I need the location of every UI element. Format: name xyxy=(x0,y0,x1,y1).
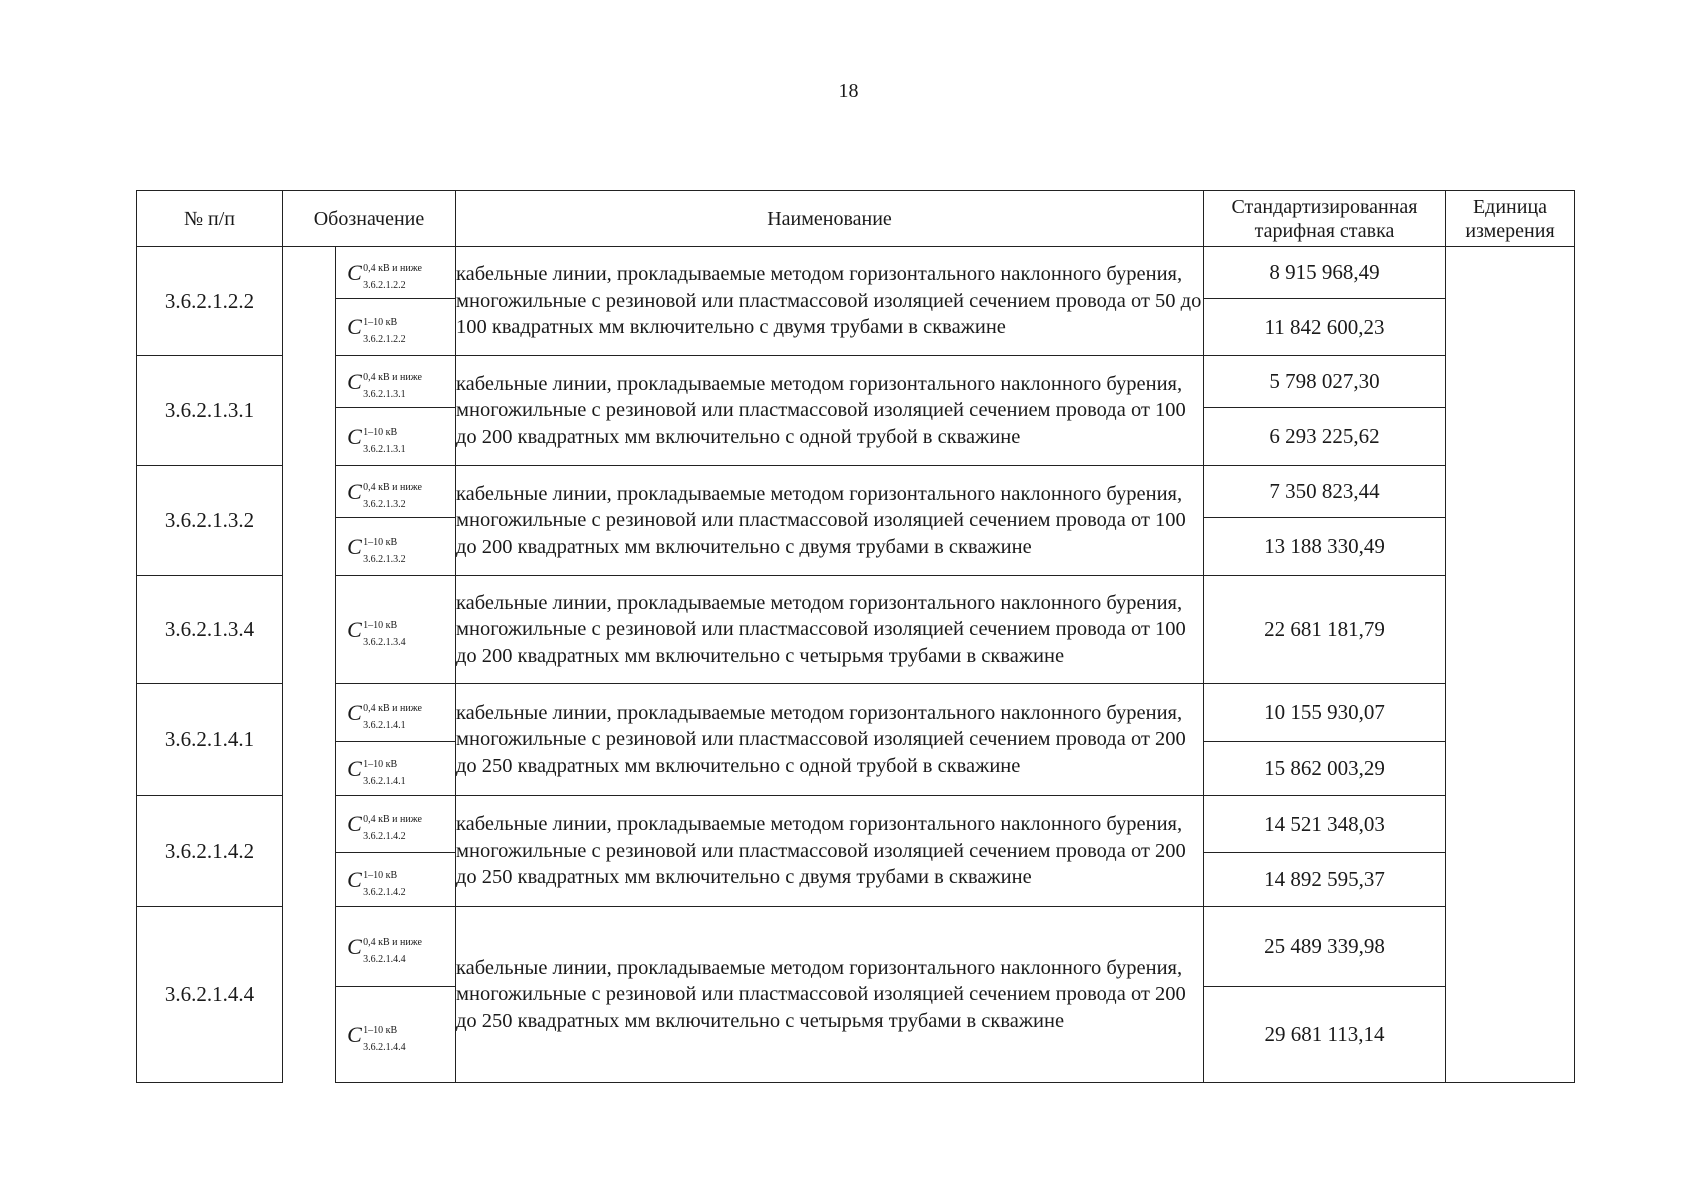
tariff-rate: 29 681 113,14 xyxy=(1204,987,1446,1083)
tariff-symbol xyxy=(336,987,456,1083)
row-description: кабельные линии, прокладываемые методом горизонтального наклонного бурения, многожильные с резиновой или пластмассовой изоляцией сечением провода от 50 до 100 квадратных мм включительно с двумя трубами в скважине xyxy=(456,247,1204,356)
code-subscript: 3.6.2.1.3.4 xyxy=(363,636,406,648)
code-subscript: 3.6.2.1.2.2 xyxy=(363,334,406,345)
voltage-superscript: 0,4 кВ и ниже xyxy=(363,936,422,948)
table-row xyxy=(137,684,1575,742)
tariff-symbol xyxy=(336,796,456,853)
tariff-symbol-letter: C xyxy=(347,866,362,892)
table-body xyxy=(137,247,1575,1083)
tariff-symbol xyxy=(336,853,456,907)
voltage-superscript: 1–10 кВ xyxy=(363,317,398,328)
tariff-symbol-formula xyxy=(347,259,444,291)
tariff-symbol-letter: C xyxy=(347,259,362,285)
tariff-rate: 15 862 003,29 xyxy=(1204,742,1446,796)
code-subscript: 3.6.2.1.4.1 xyxy=(363,719,406,731)
tariff-symbol xyxy=(336,907,456,987)
code-subscript: 3.6.2.1.3.2 xyxy=(363,553,406,565)
voltage-superscript: 1–10 кВ xyxy=(363,758,398,770)
tariff-rate: 10 155 930,07 xyxy=(1204,684,1446,742)
tariff-rate: 22 681 181,79 xyxy=(1204,576,1446,684)
tariff-rate: 14 892 595,37 xyxy=(1204,853,1446,907)
tariff-table xyxy=(136,190,1575,1083)
voltage-superscript: 0,4 кВ и ниже xyxy=(363,702,422,714)
tariff-rate: 11 842 600,23 xyxy=(1204,299,1446,356)
tariff-symbol xyxy=(336,299,456,356)
table-row xyxy=(137,796,1575,853)
tariff-symbol-formula xyxy=(347,478,444,510)
tariff-symbol xyxy=(336,576,456,684)
table-row xyxy=(137,247,1575,299)
tariff-symbol-formula xyxy=(347,314,444,345)
symbol-indent-column xyxy=(283,247,336,1083)
tariff-symbol-letter: C xyxy=(347,478,362,504)
tariff-rate: 6 293 225,62 xyxy=(1204,408,1446,466)
tariff-symbol-formula xyxy=(347,616,444,648)
tariff-symbol-letter: C xyxy=(347,1021,362,1047)
tariff-symbol-formula xyxy=(347,755,444,787)
tariff-symbol xyxy=(336,684,456,742)
voltage-superscript: 1–10 кВ xyxy=(363,426,398,438)
voltage-superscript: 0,4 кВ и ниже xyxy=(363,262,422,274)
tariff-symbol xyxy=(336,408,456,466)
header-unit: Единица измерения xyxy=(1446,191,1575,247)
tariff-symbol xyxy=(336,518,456,576)
row-number: 3.6.2.1.3.4 xyxy=(137,576,283,684)
code-subscript: 3.6.2.1.4.1 xyxy=(363,775,406,787)
tariff-symbol-formula xyxy=(347,699,444,731)
tariff-symbol-formula xyxy=(347,423,444,455)
voltage-superscript: 1–10 кВ xyxy=(363,869,398,881)
voltage-superscript: 1–10 кВ xyxy=(363,619,398,631)
tariff-symbol-letter: C xyxy=(347,368,362,394)
table-row xyxy=(137,907,1575,987)
code-subscript: 3.6.2.1.4.4 xyxy=(363,953,406,965)
row-number: 3.6.2.1.3.2 xyxy=(137,466,283,576)
code-subscript: 3.6.2.1.2.2 xyxy=(363,279,406,291)
tariff-rate: 13 188 330,49 xyxy=(1204,518,1446,576)
voltage-superscript: 0,4 кВ и ниже xyxy=(363,814,422,825)
row-description: кабельные линии, прокладываемые методом горизонтального наклонного бурения, многожильные с резиновой или пластмассовой изоляцией сечением провода от 100 до 200 квадратных мм включительно с четырьмя трубами в скважине xyxy=(456,576,1204,684)
voltage-superscript: 0,4 кВ и ниже xyxy=(363,371,422,383)
tariff-symbol-formula xyxy=(347,933,444,965)
row-number: 3.6.2.1.4.2 xyxy=(137,796,283,907)
tariff-symbol-letter: C xyxy=(347,811,362,836)
tariff-symbol-letter: C xyxy=(347,933,362,959)
tariff-symbol xyxy=(336,356,456,408)
tariff-symbol-formula xyxy=(347,811,444,842)
row-description: кабельные линии, прокладываемые методом горизонтального наклонного бурения, многожильные с резиновой или пластмассовой изоляцией сечением провода от 200 до 250 квадратных мм включительно с четырьмя трубами в скважине xyxy=(456,907,1204,1083)
unit-column xyxy=(1446,247,1575,1083)
row-number: 3.6.2.1.4.4 xyxy=(137,907,283,1083)
tariff-symbol xyxy=(336,247,456,299)
tariff-symbol xyxy=(336,466,456,518)
page-number: 18 xyxy=(838,80,859,102)
row-description: кабельные линии, прокладываемые методом горизонтального наклонного бурения, многожильные с резиновой или пластмассовой изоляцией сечением провода от 200 до 250 квадратных мм включительно с двумя трубами в скважине xyxy=(456,796,1204,907)
header-name: Наименование xyxy=(456,191,1204,247)
table-row xyxy=(137,356,1575,408)
tariff-rate: 8 915 968,49 xyxy=(1204,247,1446,299)
header-rate: Стандартизированная тарифная ставка xyxy=(1204,191,1446,247)
table-row xyxy=(137,576,1575,684)
tariff-symbol-letter: C xyxy=(347,616,362,642)
tariff-rate: 7 350 823,44 xyxy=(1204,466,1446,518)
code-subscript: 3.6.2.1.4.2 xyxy=(363,886,406,898)
voltage-superscript: 1–10 кВ xyxy=(363,1024,398,1036)
row-number: 3.6.2.1.2.2 xyxy=(137,247,283,356)
row-number: 3.6.2.1.4.1 xyxy=(137,684,283,796)
tariff-rate: 25 489 339,98 xyxy=(1204,907,1446,987)
code-subscript: 3.6.2.1.3.1 xyxy=(363,388,406,400)
header-symbol: Обозначение xyxy=(283,191,456,247)
tariff-symbol-letter: C xyxy=(347,755,362,781)
voltage-superscript: 0,4 кВ и ниже xyxy=(363,481,422,493)
voltage-superscript: 1–10 кВ xyxy=(363,536,398,548)
tariff-symbol-formula xyxy=(347,866,444,898)
table-header-row xyxy=(137,191,1575,247)
table-row xyxy=(137,466,1575,518)
tariff-rate: 14 521 348,03 xyxy=(1204,796,1446,853)
row-number: 3.6.2.1.3.1 xyxy=(137,356,283,466)
code-subscript: 3.6.2.1.4.4 xyxy=(363,1041,406,1053)
tariff-symbol-letter: C xyxy=(347,314,362,339)
code-subscript: 3.6.2.1.4.2 xyxy=(363,831,406,842)
tariff-symbol-formula xyxy=(347,533,444,565)
row-description: кабельные линии, прокладываемые методом горизонтального наклонного бурения, многожильные с резиновой или пластмассовой изоляцией сечением провода от 100 до 200 квадратных мм включительно с двумя трубами в скважине xyxy=(456,466,1204,576)
tariff-symbol-letter: C xyxy=(347,699,362,725)
code-subscript: 3.6.2.1.3.1 xyxy=(363,443,406,455)
row-description: кабельные линии, прокладываемые методом горизонтального наклонного бурения, многожильные с резиновой или пластмассовой изоляцией сечением провода от 100 до 200 квадратных мм включительно с одной трубой в скважине xyxy=(456,356,1204,466)
tariff-symbol xyxy=(336,742,456,796)
tariff-symbol-letter: C xyxy=(347,423,362,449)
code-subscript: 3.6.2.1.3.2 xyxy=(363,498,406,510)
tariff-symbol-formula xyxy=(347,368,444,400)
tariff-symbol-formula xyxy=(347,1021,444,1053)
tariff-rate: 5 798 027,30 xyxy=(1204,356,1446,408)
row-description: кабельные линии, прокладываемые методом горизонтального наклонного бурения, многожильные с резиновой или пластмассовой изоляцией сечением провода от 200 до 250 квадратных мм включительно с одной трубой в скважине xyxy=(456,684,1204,796)
header-num: № п/п xyxy=(137,191,283,247)
tariff-symbol-letter: C xyxy=(347,533,362,559)
